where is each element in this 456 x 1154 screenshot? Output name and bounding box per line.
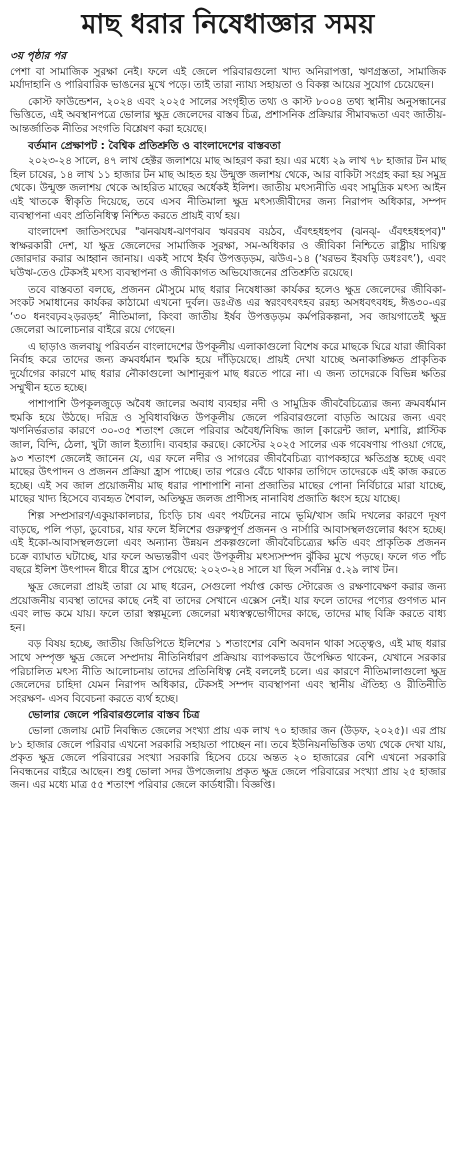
section-heading-context: বর্তমান প্রেক্ষাপট : বৈশ্বিক প্রতিশ্রুতি ও বাংলাদেশের বাস্তবতা — [28, 139, 281, 152]
paragraph-context-7: ক্ষুদ্র জেলেরা প্রায়ই তারা যে মাছ ধরেন, সেগুলো পর্যাপ্ত কোল্ড স্টোরেজ ও রক্ষণাবেক্ষণ করার জন্য প্রয়োজনীয় ব্যবস্থা তাদের কাছে নেই বা তাদের সেখানে এক্সেস নেই। যার ফলে তাদের পণ্যের গুণগত মান এবং লাভ কমে যায়। ফলে তারা স্বল্পমূল্যে জেলেরা মধ্যস্বত্বভোগীদের কাছে, তাদের মাছ বিক্রি করতে বাধ্য হন। — [10, 580, 446, 634]
paragraph-intro-2: কোস্ট ফাউন্ডেশন, ২০২৪ এবং ২০২৫ সালের সংগৃহীত তথ্য ও কাস্ট ৮০০৪ তথ্য স্থানীয় অনুসন্ধানের ভিত্তিতে, এই অবস্থানপত্রে ভোলার ক্ষুদ্র জেলেদের বাস্তব চিত্র, প্রশাসনিক প্রক্রিয়ার সীমাবদ্ধতা এবং জাতীয়-আন্তর্জাতিক নীতির সংগতি বিশ্লেষণ করা হয়েছে। — [10, 95, 446, 135]
paragraph-context-6: শিল্প সম্প্রসারণ/একুয়াকালচার, চিংড়ি চাষ এবং পর্যটনের নামে ভূমি/খাস জমি দখলের কারণে দূষণ বাড়ছে, পলি পড়া, ডুবোচর, যার ফলে ইলিশের গুরুত্বপূর্ণ প্রজনন ও নার্সারি আবাসস্থলগুলোর ধ্বংস হচ্ছে। এই ইকো-আবাসস্থলগুলো এবং অন্যান্য উন্নয়ন প্রকল্পগুলো জীববৈচিত্র্যের ক্ষতি এবং প্রাকৃতিক প্রজনন চক্রে ব্যাঘাত ঘটাচ্ছে, যার ফলে অভ্যন্তরীণ এবং উপকূলীয় মৎস্যসম্পদ ঝুঁকির মুখে পড়ছে। ফলে গত পাঁচ বছরে ইলিশ উৎপাদন ধীরে ধীরে হ্রাস পেয়েছে: ২০২৩-২৪ সালে যা ছিল সর্বনিম্ন ৫.২৯ লাখ টন। — [10, 510, 446, 577]
paragraph-context-5: পাশাপাশি উপকূলজুড়ে অবৈধ জালের অবাধ ব্যবহার নদী ও সামুদ্রিক জীববৈচিত্র্যের জন্য ক্রমবর্ধমান হুমকি হয়ে উঠছে। দরিদ্র ও সুবিধাবঞ্চিত উপকূলীয় জেলে পরিবারগুলো বাড়তি আয়ের জন্য এবং ঋণনির্ভরতার কারণে ৩০-৩৫ শতাংশ জেলে পরিবার অবৈধ/নিষিদ্ধ জাল [কারেন্ট জাল, মশারি, প্লাস্টিক জাল, বিন্দি, ঠেলা, খুটা জাল ইত্যাদি। ব্যবহার করছে। কোস্টের ২০২৫ সালের এক গবেষণায় পাওয়া গেছে, ৯৩ শতাংশ জেলেই জানেন যে, এর ফলে নদীর ও সাগরের জীববৈচিত্র্য ব্যাপকহারে ক্ষতিগ্রস্ত হচ্ছে এবং মাছের উৎপাদন ও প্রজনন প্রক্রিয়া হ্রাস পাচ্ছে। তার পরেও বেঁচে থাকার তাগিদে তাদেরকে এই কাজ করতে হচ্ছে। এই সব জাল প্রয়োজনীয় মাছ ধরার পাশাপাশি নানা প্রজাতির মাছের পোনা নির্বিচারে মারা যাচ্ছে, মাছের খাদ্য হিসেবে ব্যবহৃত শৈবাল, অতিক্ষুদ্র জলজ প্রাণীসহ নানাবিধ প্রজাতি ধ্বংস হয়ে যাচ্ছে। — [10, 398, 446, 506]
paragraph-intro-1: পেশা বা সামাজিক সুরক্ষা নেই। ফলে এই জেলে পরিবারগুলো খাদ্য অনিরাপত্তা, ঋণগ্রস্ততা, সামাজিক মর্যাদাহানি ও পারিবারিক ভাঙনের মুখে পড়ে। তাই তারা ন্যায্য সহায়তা ও বিকল্প আয়ের সুযোগ চেয়েছেন। — [10, 65, 446, 92]
paragraph-bhola-1: ভোলা জেলায় মোট নিবন্ধিত জেলের সংখ্যা প্রায় এক লাখ ৭০ হাজার জন (উড়ফ, ২০২৫)। এর প্রায় ৮১ হাজার জেলে পরিবার এখনো সরকারি সহায়তা পাচ্ছেন না। তবে ইউনিয়নভিত্তিক তথ্য থেকে দেখা যায়, প্রকৃত ক্ষুদ্র জেলে পরিবারের সংখ্যা সরকারি হিসেব চেয়ে অন্তত ২০ হাজারের বেশি এখনো সরকারি নিবন্ধনের বাইরে আছেন। শুধু ভোলা সদর উপজেলায় প্রকৃত ক্ষুদ্র জেলে পরিবারের সংখ্যা প্রায় ২৫ হাজার জন। এর মধ্যে মাত্র ৫৫ শতাংশ পরিবার জেলে কার্ডধারী। বিজ্ঞপ্তি। — [10, 724, 446, 792]
section-heading-bhola: ভোলার জেলে পরিবারগুলোর বাস্তব চিত্র — [28, 709, 200, 722]
article-body — [10, 50, 446, 793]
paragraph-context-4: এ ছাড়াও জলবায়ু পরিবর্তন বাংলাদেশের উপকূলীয় এলাকাগুলো বিশেষ করে মাছকে ঘিরে যারা জীবিকা নির্বাহ করে তাদের জন্য ক্রমবর্ধমান হুমকি হয়ে দাঁড়িয়েছে। প্রায়ই দেখা যাচ্ছে অনাকাঙ্ক্ষিত প্রাকৃতিক দুর্যোগের কারণে মাছ ধরার নৌকাগুলো আশানুরূপ মাছ ধরতে পারে না। এ জন্য তাদেরকে বিভিন্ন ক্ষতির সম্মুখীন হতে হচ্ছে। — [10, 340, 446, 394]
article-title: মাছ ধরার নিষেধাজ্ঞার সময় — [81, 9, 375, 40]
paragraph-context-8: বড় বিষয় হচ্ছে, জাতীয় জিডিপিতে ইলিশের ১ শতাংশের বেশি অবদান থাকা সত্ত্বেও, এই মাছ ধরার সাথে সম্পৃক্ত ক্ষুদ্র জেলে সম্প্রদায় নীতিনির্ধারণ প্রক্রিয়ায় ব্যাপকভাবে উপেক্ষিত থাকেন, যেখানে সরকার পরিচালিত মৎস্য নীতি আলোচনায় তাদের প্রতিনিধিত্ব নেই বললেই চলে। এর কারণে নীতিমালাগুলো ক্ষুদ্র জেলেদের চাহিদা যেমন নিরাপদ অধিকার, টেকসই সম্পদ ব্যবস্থাপনা এবং স্থানীয় ঐতিহ্য ও রীতিনীতি সংরক্ষণ- এসব বিবেচনা করতে ব্যর্থ হচ্ছে। — [10, 638, 446, 705]
paragraph-context-2: বাংলাদেশ জাতিসংঘের "ঝনঝযধ-ঝণণঝব ঋবরবষ বয়ঠব, এঁবৎহধহপব (ঝনঝ্- এঁবৎহধহপব)" স্বাক্ষরকারী দেশ, যা ক্ষুদ্র জেলেদের সামাজিক সুরক্ষা, সম-অধিকার ও জীবিকা নিশ্চিতে রাষ্ট্রীয় দায়িত্ব জোরদার করার আহ্বান জানায়। একই সাথে ইর্ষব উপত্তড়ড়ম, ঝউএ-১৪ (‘ষরভব ইবষড়ি ডধঃবৎ’), এবং ঘউঋ-তেও টেকসই মৎস্য ব্যবস্থাপনা ও জীবিকাগত অভিযোজনের প্রতিশ্রুতি রয়েছে। — [10, 226, 446, 279]
paragraph-context-3: তবে বাস্তবতা বলছে, প্রজনন মৌসুমে মাছ ধরার নিষেধাজ্ঞা কার্যকর হলেও ক্ষুদ্র জেলেদের জীবিকা-সংকট সমাধানের কার্যকর কাঠামো এখনো দুর্বল। ডঃঐঙ এর স্বরংবৎবৎহব ররহ্য অসধবৎবধহ, ঈঙ৩০-এর ‘৩০ ধনংবঢ়ব২ড়রড়হ’ নীতিমালা, কিংবা জাতীয় ইর্ষব উপত্তড়ড়ম কর্মপরিকল্পনা, সব জায়গাতেই ক্ষুদ্র জেলেরা আলোচনার বাইরে রয়ে গেছেন। — [10, 283, 446, 337]
paragraph-context-1: ২০২৩-২৪ সালে, ৪৭ লাখ হেক্টর জলাশয়ে মাছ আহরণ করা হয়। এর মধ্যে ২৯ লাখ ৭৮ হাজার টন মাছ হিল চাষের, ১৪ লাখ ১১ হাজার টন মাছ আহত হয় উন্মুক্ত জলাশয় থেকে, আর বাকিটা সংগ্রহ করা হয় সমুদ্র থেকে। উন্মুক্ত জলাশয় থেকে আহরিত মাছের অর্ধেকই ইলিশ। জাতীয় মৎস্যনীতি এবং সামুদ্রিক মৎস্য আইন এই খাতকে স্বীকৃতি দিয়েছে, তবে এসব নীতিমালা ক্ষুদ্র মৎস্যজীবীদের জন্য নিরাপদ অধিকার, সম্পদ ব্যবস্থাপনা এবং প্রতিনিধিত্ব নিশ্চিত করতে প্রায়ই ব্যর্থ হয়। — [10, 155, 446, 222]
continued-from-label: ৩য় পৃষ্ঠার পর — [10, 50, 67, 62]
